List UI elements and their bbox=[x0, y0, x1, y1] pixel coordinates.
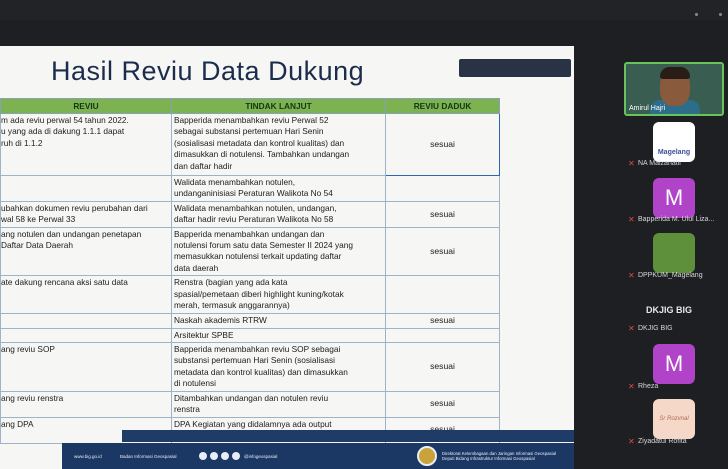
participant-avatar: M bbox=[653, 344, 695, 384]
mic-muted-icon: ✕ bbox=[628, 324, 635, 333]
participant-name: Rheza bbox=[638, 383, 659, 390]
twitter-icon bbox=[232, 452, 240, 460]
speaker-name: Amirul Hajri bbox=[629, 105, 666, 112]
tindak-lanjut-line: Renstra (bagian yang ada kata bbox=[174, 277, 288, 288]
table-row bbox=[1, 328, 500, 342]
tindak-lanjut-line: dan daftar hadir bbox=[174, 160, 233, 171]
speaker-hair bbox=[660, 67, 690, 79]
reviu-cell bbox=[1, 176, 172, 202]
participant-avatar bbox=[653, 233, 695, 273]
tindak-lanjut-cell bbox=[172, 114, 386, 176]
status-cell: sesuai bbox=[386, 314, 500, 328]
reviu-cell bbox=[1, 343, 172, 392]
participant-tile[interactable] bbox=[624, 178, 724, 228]
tindak-lanjut-cell bbox=[172, 176, 386, 202]
tindak-lanjut-line: renstra bbox=[174, 404, 200, 415]
tindak-lanjut-line: daftar hadir reviu Peraturan Walikota No 58 bbox=[174, 214, 334, 225]
reviu-line: Daftar Data Daerah bbox=[1, 240, 73, 251]
reviu-cell bbox=[1, 391, 172, 417]
reviu-cell bbox=[1, 227, 172, 276]
participant-name: DPPKUM_Magelang bbox=[638, 272, 703, 279]
header-reviu-daduk: REVIU DADUK bbox=[386, 99, 500, 114]
tindak-lanjut-line: undanganinisiasi Peraturan Walikota No 54 bbox=[174, 188, 333, 199]
tindak-lanjut-line: DPA Kegiatan yang didalamnya ada output bbox=[174, 418, 332, 429]
tindak-lanjut-line: Walidata menambahkan notulen, bbox=[174, 177, 295, 187]
reviu-line: ang reviu SOP bbox=[1, 344, 55, 355]
footer-org-name: Badan Informasi Geospasial bbox=[120, 454, 177, 459]
participant-tile[interactable] bbox=[624, 344, 724, 394]
reviu-line: wal 58 ke Perwal 33 bbox=[1, 214, 76, 225]
youtube-icon bbox=[210, 452, 218, 460]
participant-tile[interactable] bbox=[624, 322, 724, 336]
tindak-lanjut-line: dimasukkan di notulensi. Tambahkan undangan bbox=[174, 149, 350, 160]
tindak-lanjut-line: Bapperida menambahkan reviu Perwal 52 bbox=[174, 115, 329, 125]
slide-strip bbox=[122, 430, 574, 442]
tindak-lanjut-line: memasukkan notulensi terkait updating daftar bbox=[174, 251, 342, 262]
reviu-line: ubahkan dokumen reviu perubahan dari bbox=[1, 202, 148, 213]
participant-tile[interactable] bbox=[624, 122, 724, 172]
mic-muted-icon: ✕ bbox=[628, 215, 635, 224]
status-cell bbox=[386, 176, 500, 202]
mic-muted-icon: ✕ bbox=[628, 437, 635, 446]
status-cell bbox=[386, 276, 500, 314]
active-speaker-tile[interactable] bbox=[624, 62, 724, 116]
reviu-cell bbox=[1, 201, 172, 227]
tindak-lanjut-line: Bapperida menambahkan undangan dan bbox=[174, 228, 325, 239]
status-cell bbox=[386, 328, 500, 342]
status-cell: sesuai bbox=[386, 227, 500, 276]
participant-name: DKJIG BIG bbox=[638, 325, 673, 332]
participant-tile[interactable] bbox=[624, 233, 724, 283]
more-options-icon[interactable] bbox=[719, 13, 722, 16]
tindak-lanjut-line: di notulensi bbox=[174, 378, 216, 389]
participant-tile-title: DKJIG BIG bbox=[646, 305, 693, 315]
mic-muted-icon: ✕ bbox=[628, 382, 635, 391]
table-row bbox=[1, 343, 500, 392]
table-row bbox=[1, 227, 500, 276]
reviu-line: ang DPA bbox=[1, 418, 34, 429]
tindak-lanjut-line: Walidata menambahkan notulen, undangan, bbox=[174, 202, 337, 213]
tindak-lanjut-cell bbox=[172, 391, 386, 417]
title-decoration-bar bbox=[459, 59, 571, 77]
status-cell: sesuai bbox=[386, 114, 500, 176]
footer-handle: @infogeospasial bbox=[244, 454, 278, 459]
participant-tile[interactable] bbox=[624, 399, 724, 449]
tindak-lanjut-line: Arsitektur SPBE bbox=[174, 329, 234, 340]
reviu-line: ang notulen dan undangan penetapan bbox=[1, 228, 142, 239]
reviu-line: ang reviu renstra bbox=[1, 392, 64, 403]
tindak-lanjut-cell bbox=[172, 276, 386, 314]
participant-avatar: Sr Rozvnal bbox=[653, 399, 695, 439]
footer-website: www.big.go.id bbox=[74, 454, 102, 459]
shared-slide bbox=[0, 46, 574, 469]
tindak-lanjut-line: merah, termasuk anggarannya) bbox=[174, 300, 290, 311]
tindak-lanjut-line: Ditambahkan undangan dan notulen reviu bbox=[174, 392, 329, 403]
reviu-line: ruh di 1.1.2 bbox=[1, 137, 43, 148]
table-row bbox=[1, 314, 500, 328]
tindak-lanjut-line: Bapperida menambahkan reviu SOP sebagai bbox=[174, 344, 341, 355]
big-seal-logo bbox=[417, 446, 437, 466]
tindak-lanjut-line: metadata dan kontrol kualitas) dan dimasukkan bbox=[174, 366, 348, 377]
table-row bbox=[1, 114, 500, 176]
tindak-lanjut-line: spasial/pemetaan diberi highlight kuning/kotak bbox=[174, 288, 344, 299]
tindak-lanjut-cell bbox=[172, 201, 386, 227]
mic-muted-icon: ✕ bbox=[628, 159, 635, 168]
window-top-bar bbox=[0, 0, 728, 20]
table-row bbox=[1, 391, 500, 417]
facebook-icon bbox=[199, 452, 207, 460]
status-cell: sesuai bbox=[386, 201, 500, 227]
review-table bbox=[0, 98, 500, 444]
status-cell: sesuai bbox=[386, 391, 500, 417]
participant-avatar: M bbox=[653, 178, 695, 218]
header-tindak-lanjut: TINDAK LANJUT bbox=[172, 99, 386, 114]
participant-name: Bapperida M. Ulul Liza... bbox=[638, 216, 715, 223]
table-row bbox=[1, 201, 500, 227]
participant-avatar: Magelang bbox=[653, 122, 695, 162]
tindak-lanjut-line: sebagai substansi pertemuan Hari Senin bbox=[174, 126, 324, 137]
reviu-cell bbox=[1, 276, 172, 314]
reviu-line: ate dakung rencana aksi satu data bbox=[1, 277, 128, 288]
table-row bbox=[1, 176, 500, 202]
slide-footer bbox=[62, 443, 574, 469]
tindak-lanjut-line: data daerah bbox=[174, 262, 219, 273]
mic-muted-icon: ✕ bbox=[628, 271, 635, 280]
tindak-lanjut-cell bbox=[172, 343, 386, 392]
status-cell: sesuai bbox=[386, 343, 500, 392]
header-reviu: REVIU bbox=[1, 99, 172, 114]
participant-name: Ziyadatul Rofita bbox=[638, 438, 687, 445]
tindak-lanjut-cell bbox=[172, 227, 386, 276]
instagram-icon bbox=[221, 452, 229, 460]
tindak-lanjut-line: substansi pertemuan Hari Senin (sosialisasi bbox=[174, 355, 335, 366]
footer-directorate: Direktorat Kelembagaan dan Jaringan Informasi Geospasial Deputi Bidang Infrastruktur Informasi Geospasial bbox=[442, 451, 556, 461]
tindak-lanjut-line: notulensi forum satu data Semester II 2024 yang bbox=[174, 240, 353, 251]
participant-name: NA Malzanatii bbox=[638, 160, 681, 167]
tindak-lanjut-cell bbox=[172, 314, 386, 328]
tindak-lanjut-line: (sosialisasi metadata dan kontrol kualitas) dan bbox=[174, 137, 345, 148]
tindak-lanjut-line: Naskah akademis RTRW bbox=[174, 315, 267, 326]
more-options-icon[interactable] bbox=[695, 13, 698, 16]
table-row bbox=[1, 276, 500, 314]
reviu-cell bbox=[1, 114, 172, 176]
tindak-lanjut-cell bbox=[172, 328, 386, 342]
reviu-cell bbox=[1, 314, 172, 328]
reviu-cell bbox=[1, 328, 172, 342]
slide-title: Hasil Reviu Data Dukung bbox=[51, 56, 365, 86]
reviu-line: u yang ada di dakung 1.1.1 dapat bbox=[1, 126, 125, 137]
reviu-line: m ada reviu perwal 54 tahun 2022. bbox=[1, 115, 129, 125]
